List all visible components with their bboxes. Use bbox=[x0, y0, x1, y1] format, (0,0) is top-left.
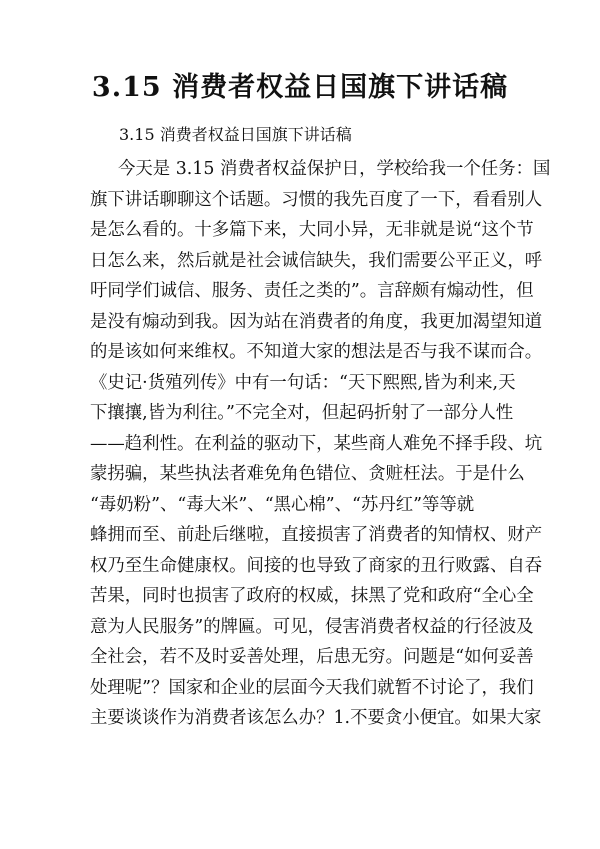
document-title: 3.15 消费者权益日国旗下讲话稿 bbox=[91, 72, 509, 103]
body-line: 权乃至生命健康权。间接的也导致了商家的丑行败露、自吞 bbox=[90, 555, 543, 576]
body-line: 的是该如何来维权。不知道大家的想法是否与我不谋而合。 bbox=[90, 342, 543, 362]
body-line: 今天是 3.15 消费者权益保护日，学校给我一个任务：国 bbox=[118, 159, 551, 179]
body-line: 蒙拐骗，某些执法者难免角色错位、贪赃枉法。于是什么 bbox=[90, 464, 525, 484]
body-line: 主要谈谈作为消费者该怎么办？1.不要贪小便宜。如果大家 bbox=[90, 708, 542, 728]
body-line: 处理呢”？国家和企业的层面今天我们就暂不讨论了，我们 bbox=[90, 677, 534, 698]
body-line: 是怎么看的。十多篇下来，大同小异，无非就是说“这个节 bbox=[90, 220, 534, 240]
body-line: 苦果，同时也损害了政府的权威，抹黑了党和政府“全心全 bbox=[90, 586, 534, 606]
body-line: 意为人民服务”的牌匾。可见，侵害消费者权益的行径波及 bbox=[90, 616, 534, 637]
body-line: 蜂拥而至、前赴后继啦，直接损害了消费者的知情权、财产 bbox=[90, 525, 543, 545]
body-line: 日怎么来，然后就是社会诚信缺失，我们需要公平正义，呼 bbox=[90, 250, 543, 271]
body-line: 是没有煽动到我。因为站在消费者的角度，我更加渴望知道 bbox=[90, 311, 543, 332]
body-line: 吁同学们诚信、服务、责任之类的”。言辞颇有煽动性，但 bbox=[90, 281, 534, 301]
document-subtitle: 3.15 消费者权益日国旗下讲话稿 bbox=[119, 125, 352, 144]
body-line: “毒奶粉”、“毒大米”、“黑心棉”、“苏丹红”等等就 bbox=[90, 494, 475, 515]
body-line: 下攘攘,皆为利往。”不完全对，但起码折射了一部分人性 bbox=[90, 403, 514, 423]
body-line: ——趋利性。在利益的驱动下，某些商人难免不择手段、坑 bbox=[90, 433, 543, 454]
body-line: 《史记·货殖列传》中有一句话：“天下熙熙,皆为利来,天 bbox=[90, 372, 516, 393]
body-line: 全社会，若不及时妥善处理，后患无穷。问题是“如何妥善 bbox=[90, 647, 534, 667]
body-line: 旗下讲话聊聊这个话题。习惯的我先百度了一下，看看别人 bbox=[90, 189, 543, 210]
body-text bbox=[90, 154, 551, 734]
